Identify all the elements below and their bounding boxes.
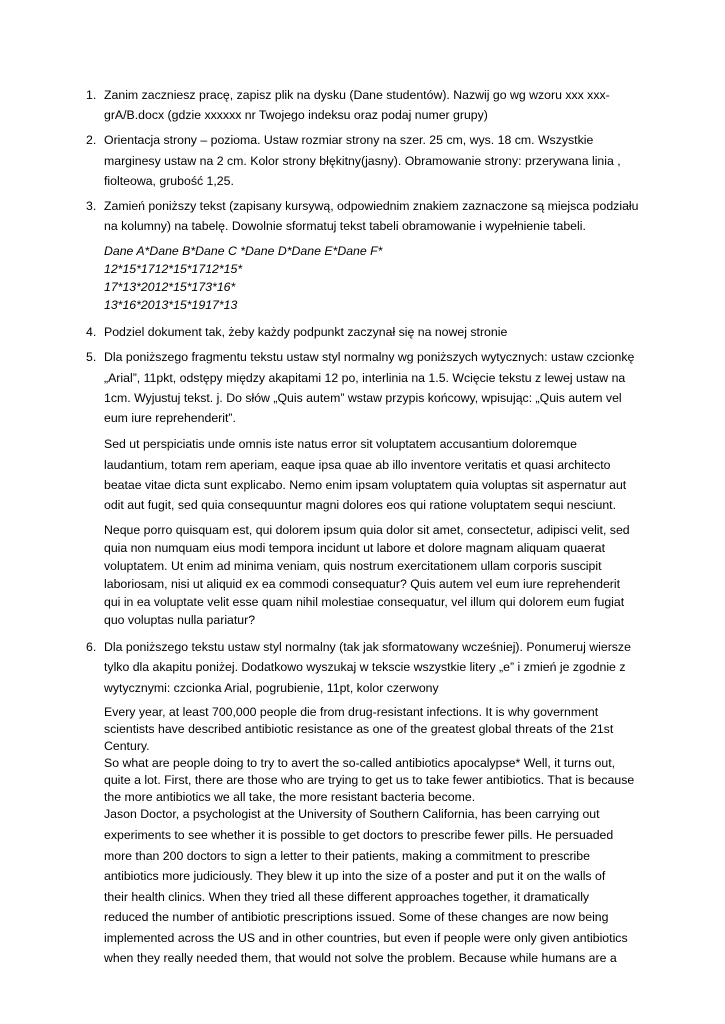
item6-para2-line-7: when they really needed them, that would not solve the problem. Because while humans are a bbox=[104, 951, 617, 965]
item6-para1-line-7: Jason Doctor, a psychologist at the University of Southern California, has been carrying out bbox=[104, 807, 600, 821]
list-number-4: 4. bbox=[86, 325, 97, 339]
item2-line-2: marginesy ustaw na 2 cm. Kolor strony błękitny(jasny). Obramowanie strony: przerywana linia , bbox=[104, 154, 621, 168]
item1-line-1: Zanim zaczniesz pracę, zapisz plik na dysku (Dane studentów). Nazwij go wg wzoru xxx xxx- bbox=[104, 88, 610, 102]
item6-para2-line-1: experiments to see whether it is possible to get doctors to prescribe fewer pills. He persuaded bbox=[104, 828, 614, 842]
item6-para2-line-2: more than 200 doctors to sign a letter to their patients, making a commitment to prescribe bbox=[104, 849, 590, 863]
list-number-5: 5. bbox=[86, 350, 97, 364]
item3-line-1: Zamień poniższy tekst (zapisany kursywą, odpowiednim znakiem zaznaczone są miejsca podziału bbox=[104, 199, 639, 213]
item5-para1-line-1: Sed ut perspiciatis unde omnis iste natus error sit voluptatem accusantium doloremque bbox=[104, 437, 577, 451]
item6-para1-line-1: Every year, at least 700,000 people die from drug-resistant infections. It is why government bbox=[104, 705, 599, 719]
item5-para2-line-2: quia non numquam eius modi tempora incidunt ut labore et dolore magnam aliquam quaerat bbox=[104, 541, 606, 555]
table-source-line-1: Dane A*Dane B*Dane C *Dane D*Dane E*Dane F* bbox=[104, 244, 383, 258]
item2-line-3: fiolteowa, grubość 1,25. bbox=[104, 174, 234, 188]
item5-line-3: 1cm. Wyjustuj tekst. j. Do słów „Quis autem” wstaw przypis końcowy, wpisując: „Quis autem vel bbox=[104, 391, 622, 405]
item5-para2-line-4: laboriosam, nisi ut aliquid ex ea commodi consequatur? Quis autem vel eum iure reprehenderit bbox=[104, 577, 621, 591]
item4-line-1: Podziel dokument tak, żeby każdy podpunkt zaczynał się na nowej stronie bbox=[104, 325, 508, 339]
item5-para1-line-3: beatae vitae dicta sunt explicabo. Nemo enim ipsam voluptatem quia voluptas sit aspernatur aut bbox=[104, 478, 627, 492]
item5-para2-line-1: Neque porro quisquam est, qui dolorem ipsum quia dolor sit amet, consectetur, adipisci velit, sed bbox=[104, 523, 630, 537]
list-number-3: 3. bbox=[86, 199, 97, 213]
table-source-line-4: 13*16*2013*15*1917*13 bbox=[104, 298, 238, 312]
item1-line-2: grA/B.docx (gdzie xxxxxx nr Twojego indeksu oraz podaj numer grupy) bbox=[104, 108, 488, 122]
item6-para1-line-3: Century. bbox=[104, 739, 150, 753]
item6-line-1: Dla poniższego tekstu ustaw styl normalny (tak jak sformatowany wcześniej). Ponumeruj wiersze bbox=[104, 640, 631, 654]
item5-line-4: eum iure reprehenderit”. bbox=[104, 411, 236, 425]
item5-line-1: Dla poniższego fragmentu tekstu ustaw styl normalny wg poniższych wytycznych: ustaw czcionkę bbox=[104, 350, 635, 364]
item6-para2-line-6: implemented across the US and in other countries, but even if people were only given antibiotics bbox=[104, 931, 628, 945]
item6-para2-line-4: their health clinics. When they tried all these different approaches together, it dramatically bbox=[104, 890, 590, 904]
item6-para2-line-5: reduced the number of antibiotic prescriptions issued. Some of these changes are now being bbox=[104, 910, 609, 924]
item5-para2-line-5: qui in ea voluptate velit esse quam nihil molestiae consequatur, vel illum qui dolorem eum fugiat bbox=[104, 595, 625, 609]
item6-line-2: tylko dla akapitu poniżej. Dodatkowo wyszukaj w tekscie wszystkie litery „e” i zmień je zgodnie z bbox=[104, 660, 626, 674]
table-source-line-2: 12*15*1712*15*1712*15* bbox=[104, 262, 243, 276]
item3-line-2: na kolumny) na tabelę. Dowolnie sformatuj tekst tabeli obramowanie i wypełnienie tabeli. bbox=[104, 219, 586, 233]
item6-para1-line-6: the more antibiotics we all take, the more resistant bacteria become. bbox=[104, 790, 476, 804]
item6-para2-line-3: antibiotics more judiciously. They blew it up into the size of a poster and put it on the walls of bbox=[104, 869, 606, 883]
item6-para1-line-2: scientists have described antibiotic resistance as one of the greatest global threats of the 21st bbox=[104, 722, 614, 736]
table-source-line-3: 17*13*2012*15*173*16* bbox=[104, 280, 236, 294]
item2-line-1: Orientacja strony – pozioma. Ustaw rozmiar strony na szer. 25 cm, wys. 18 cm. Wszystkie bbox=[104, 133, 594, 147]
item5-line-2: „Arial”, 11pkt, odstępy między akapitami 12 po, interlinia na 1.5. Wcięcie tekstu z lewej ustaw na bbox=[104, 371, 626, 385]
item6-line-3: wytycznymi: czcionka Arial, pogrubienie, 11pt, kolor czerwony bbox=[104, 681, 439, 695]
list-number-2: 2. bbox=[86, 133, 97, 147]
list-number-1: 1. bbox=[86, 88, 97, 102]
list-number-6: 6. bbox=[86, 640, 97, 654]
item6-para1-line-4: So what are people doing to try to avert the so-called antibiotics apocalypse* Well, it turns out, bbox=[104, 756, 616, 770]
item5-para1-line-2: laudantium, totam rem aperiam, eaque ipsa quae ab illo inventore veritatis et quasi architecto bbox=[104, 458, 611, 472]
item5-para1-line-4: odit aut fugit, sed quia consequuntur magni dolores eos qui ratione voluptatem sequi nesciunt. bbox=[104, 498, 617, 512]
item5-para2-line-3: voluptatem. Ut enim ad minima veniam, quis nostrum exercitationem ullam corporis suscipit bbox=[104, 559, 602, 573]
item5-para2-line-6: quo voluptas nulla pariatur? bbox=[104, 613, 256, 627]
item6-para1-line-5: quite a lot. First, there are those who are trying to get us to take fewer antibiotics. That is because bbox=[104, 773, 635, 787]
